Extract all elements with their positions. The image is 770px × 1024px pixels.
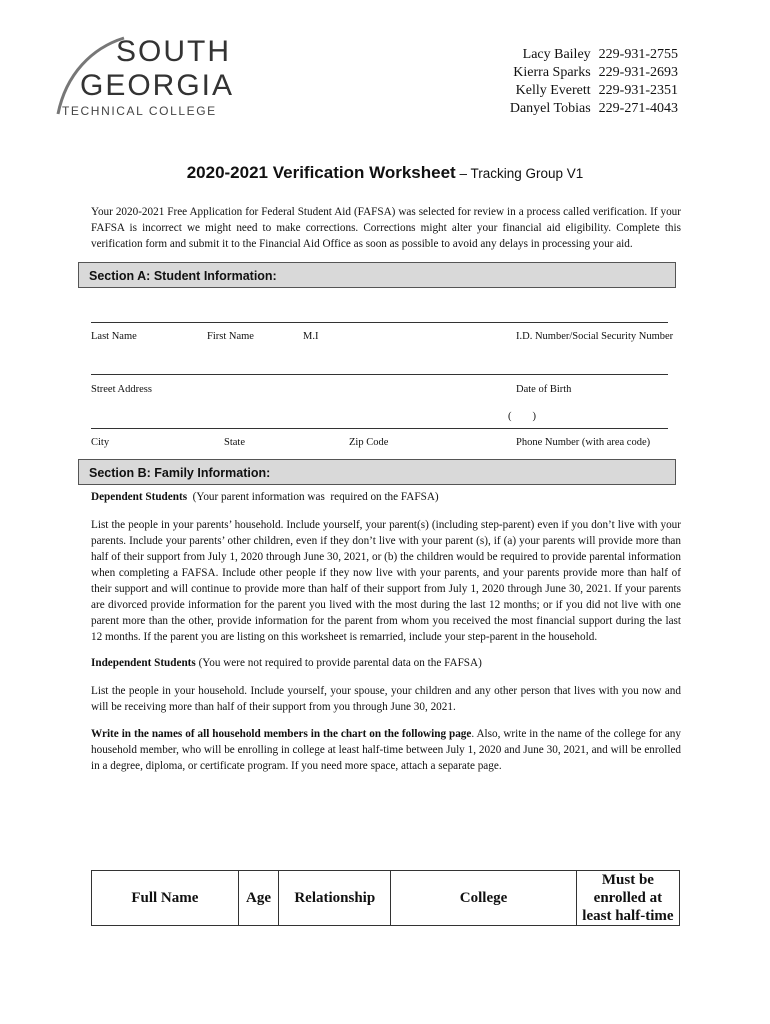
section-a-header: Section A: Student Information: [78, 262, 676, 288]
contact-phone: 229-931-2351 [598, 83, 678, 98]
write-in-instruction: Write in the names of all household members in the chart on the following page [91, 728, 472, 740]
label-mi: M.I [303, 331, 319, 342]
independent-heading-line [91, 655, 681, 671]
contact-row [504, 64, 678, 82]
contact-phone: 229-931-2755 [598, 47, 678, 62]
col-age: Age [238, 871, 279, 926]
col-relationship: Relationship [279, 871, 391, 926]
label-last-name: Last Name [91, 331, 137, 342]
title-sub: – Tracking Group V1 [455, 166, 584, 181]
label-first-name: First Name [207, 331, 254, 342]
logo-south: SOUTH [116, 35, 231, 68]
dependent-students-note: (Your parent information was required on the FAFSA) [187, 491, 439, 503]
section-b-header: Section B: Family Information: [78, 459, 676, 485]
table-header-row [92, 871, 680, 926]
label-state: State [224, 437, 245, 448]
contact-phone: 229-931-2693 [598, 65, 678, 80]
logo-georgia: GEORGIA [80, 69, 235, 102]
college-logo [52, 34, 252, 118]
independent-students-note: (You were not required to provide parental data on the FAFSA) [195, 657, 482, 669]
col-college: College [391, 871, 577, 926]
contact-list [504, 46, 678, 118]
title-main: 2020-2021 Verification Worksheet [186, 163, 456, 182]
contact-name: Kierra Sparks [513, 65, 591, 80]
page-title [0, 163, 770, 183]
write-in-paragraph [91, 726, 681, 774]
label-street-address: Street Address [91, 384, 152, 395]
contact-name: Danyel Tobias [509, 101, 591, 116]
label-zip-code: Zip Code [349, 437, 389, 448]
name-line[interactable] [91, 322, 668, 323]
label-date-of-birth: Date of Birth [516, 384, 572, 395]
city-line[interactable] [91, 428, 668, 429]
contact-row [504, 46, 678, 64]
contact-phone: 229-271-4043 [598, 101, 678, 116]
contact-name: Lacy Bailey [522, 47, 591, 62]
dependent-heading-line [91, 489, 681, 505]
contact-name: Kelly Everett [515, 83, 591, 98]
label-city: City [91, 437, 110, 448]
phone-area-code-parens: ( ) [508, 411, 536, 422]
label-phone-number: Phone Number (with area code) [516, 437, 651, 448]
label-id-number: I.D. Number/Social Security Number [516, 331, 674, 342]
contact-row [504, 82, 678, 100]
household-table [91, 870, 680, 926]
col-enrolled-half-time: Must be enrolled at least half-time [576, 871, 679, 926]
independent-students-text: List the people in your household. Include yourself, your spouse, your children and any other person that lives with you now and will be receiving more than half of their support from you through June 30, 2021. [91, 685, 681, 713]
dependent-students-text: List the people in your parents’ household. Include yourself, your parent(s) (including step-parent) even if you don’t live with your parents. Include your parents’ other children, even if they don’t live with your parent (s), if (a) your parents will provide more than half of their support from July 1, 2020 through June 30, 2021, or (b) the children would be required to provide parental information when completing a FAFSA. Include other people if they now live with your parents, and your parents provide more than half of their support and will continue to provide more than half of their support from July 1, 2020 through June 30, 2021. If your parents are divorced provide information for the parent you lived with the most during the last 12 months; or if you did not live with one parent more than the other, provide information for the parent from whom you received the most financial support during the last 12 months. If the parent you are listing on this worksheet is remarried, include your step-parent in the household. [91, 519, 681, 643]
write-in-details: . Also, write in the name of the college for any household member, who will be enrolling in college at least half-time between July 1, 2020 and June 30, 2021, and will be enrolled in a degree, diploma, or certificate program. If you need more space, attach a separate page. [91, 728, 681, 772]
independent-students-heading: Independent Students [91, 657, 196, 669]
intro-paragraph: Your 2020-2021 Free Application for Federal Student Aid (FAFSA) was selected for review in a process called verification. If your FAFSA is incorrect we might need to make corrections. Corrections might alter your financial aid eligibility. Complete this verification form and submit it to the Financial Aid Office as soon as possible to avoid any delays in processing your aid. [91, 206, 681, 250]
dependent-students-heading: Dependent Students [91, 491, 188, 503]
col-full-name: Full Name [92, 871, 239, 926]
contact-row [504, 100, 678, 118]
address-line[interactable] [91, 374, 668, 375]
logo-technical-college: TECHNICAL COLLEGE [62, 104, 217, 118]
